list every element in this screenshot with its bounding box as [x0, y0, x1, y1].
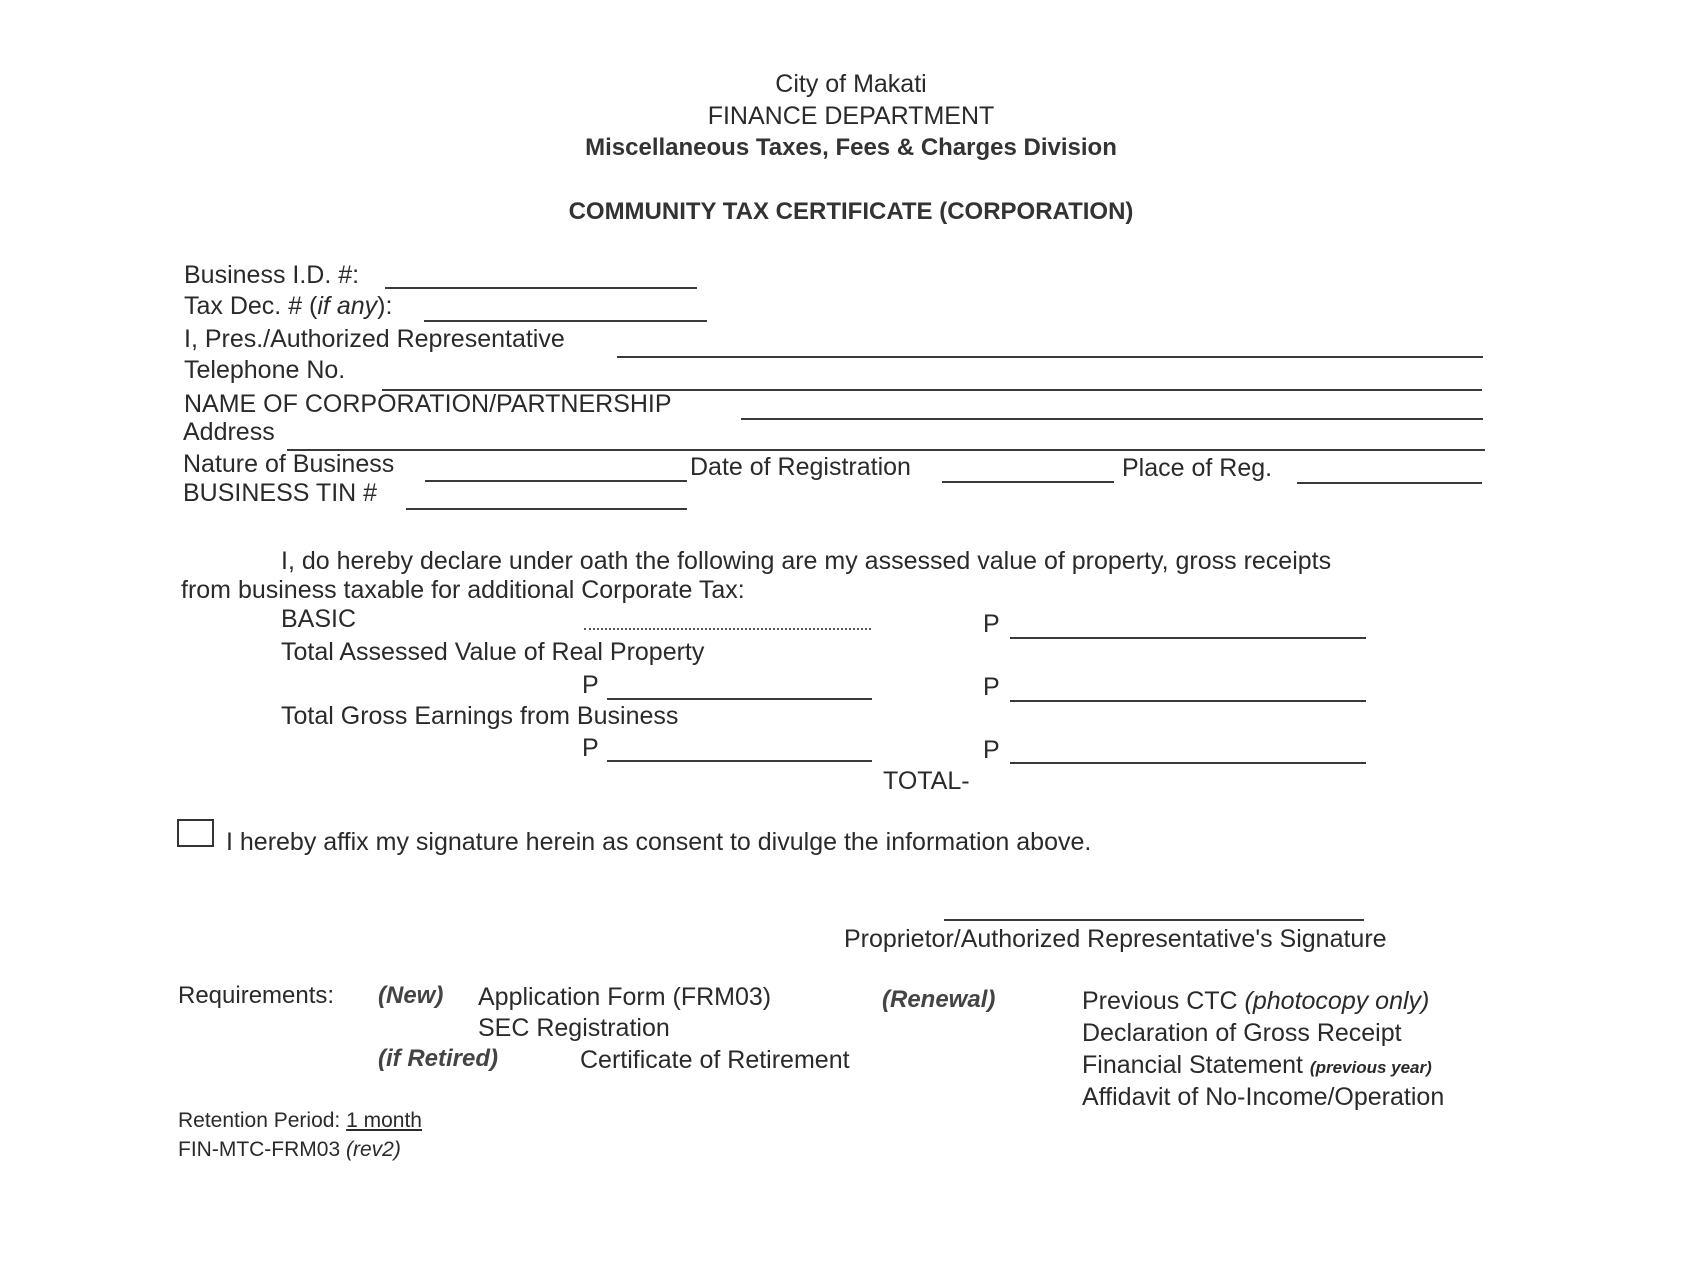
basic-amount-field[interactable]	[1010, 637, 1366, 639]
corporation-name-field[interactable]	[741, 418, 1483, 420]
header-department: FINANCE DEPARTMENT	[707, 102, 995, 130]
requirement-renewal-item	[1082, 1053, 1432, 1078]
requirements-new-tag: (New)	[378, 982, 444, 1009]
place-of-reg-label: Place of Reg.	[1122, 454, 1273, 482]
total-assessed-label: Total Assessed Value of Real Property	[281, 638, 705, 666]
requirements-renewal-tag: (Renewal)	[882, 986, 996, 1013]
telephone-label: Telephone No.	[184, 356, 346, 384]
gross-peso-sign-left: P	[582, 734, 599, 762]
representative-field[interactable]	[617, 356, 1483, 358]
nature-of-business-field[interactable]	[425, 480, 687, 482]
requirement-retired-item: Certificate of Retirement	[580, 1046, 850, 1074]
total-label: TOTAL-	[883, 767, 970, 795]
address-label: Address	[183, 418, 275, 446]
basic-label: BASIC	[281, 605, 357, 633]
tax-dec-italic: if any	[317, 292, 378, 320]
assessed-peso-sign-left: P	[582, 671, 599, 699]
requirement-new-item: Application Form (FRM03)	[478, 983, 772, 1011]
page-title: COMMUNITY TAX CERTIFICATE (CORPORATION)	[568, 198, 1134, 225]
consent-text: I hereby affix my signature herein as consent to divulge the information above.	[226, 828, 1092, 856]
tax-dec-label	[184, 294, 392, 319]
assessed-peso-sign-right: P	[983, 673, 1000, 701]
renewal-item-text: Previous CTC	[1082, 987, 1245, 1015]
assessed-tax-field[interactable]	[1010, 700, 1366, 702]
gross-earnings-field[interactable]	[607, 760, 872, 762]
renewal-item-note: (photocopy only)	[1244, 987, 1430, 1015]
business-tin-field[interactable]	[406, 508, 687, 510]
basic-peso-sign: P	[983, 610, 1000, 638]
header-city: City of Makati	[775, 70, 927, 98]
address-field[interactable]	[287, 449, 1485, 451]
declaration-line-2: from business taxable for additional Corporate Tax:	[181, 576, 745, 604]
retention-value: 1 month	[346, 1109, 422, 1132]
form-revision: (rev2)	[345, 1138, 401, 1161]
signature-field[interactable]	[944, 919, 1364, 921]
retention-label: Retention Period:	[178, 1109, 347, 1132]
requirement-renewal-item: Affidavit of No-Income/Operation	[1082, 1083, 1445, 1111]
renewal-item-text: Financial Statement	[1082, 1051, 1310, 1079]
tax-dec-prefix: Tax Dec. # (	[184, 292, 318, 320]
corporation-name-label: NAME OF CORPORATION/PARTNERSHIP	[184, 390, 672, 418]
total-gross-label: Total Gross Earnings from Business	[281, 702, 679, 730]
header-division: Miscellaneous Taxes, Fees & Charges Division	[585, 134, 1117, 161]
declaration-line-1: I, do hereby declare under oath the following are my assessed value of property, gross receipts	[281, 547, 1332, 575]
renewal-item-note: (previous year)	[1309, 1058, 1432, 1077]
gross-peso-sign-right: P	[983, 736, 1000, 764]
date-of-registration-field[interactable]	[942, 481, 1114, 483]
representative-label: I, Pres./Authorized Representative	[184, 325, 565, 353]
requirements-retired-tag: (if Retired)	[378, 1045, 498, 1072]
tax-dec-suffix: ):	[377, 292, 393, 320]
basic-leader-dots	[584, 628, 871, 630]
place-of-reg-field[interactable]	[1297, 482, 1482, 484]
requirement-renewal-item	[1082, 989, 1429, 1014]
signature-label: Proprietor/Authorized Representative's Signature	[844, 925, 1387, 953]
requirement-new-item: SEC Registration	[478, 1014, 670, 1042]
business-tin-label: BUSINESS TIN #	[183, 479, 378, 507]
business-id-label: Business I.D. #:	[184, 261, 360, 289]
consent-checkbox[interactable]	[177, 819, 214, 847]
assessed-value-field[interactable]	[607, 698, 872, 700]
nature-of-business-label: Nature of Business	[183, 450, 395, 478]
gross-tax-field[interactable]	[1010, 762, 1366, 764]
requirements-label: Requirements:	[178, 982, 335, 1009]
business-id-field[interactable]	[385, 287, 697, 289]
date-of-registration-label: Date of Registration	[690, 453, 911, 481]
retention-period	[178, 1110, 422, 1131]
form-code	[178, 1139, 401, 1160]
requirement-renewal-item: Declaration of Gross Receipt	[1082, 1019, 1402, 1047]
tax-dec-field[interactable]	[424, 320, 707, 322]
form-code-text: FIN-MTC-FRM03	[178, 1138, 346, 1161]
